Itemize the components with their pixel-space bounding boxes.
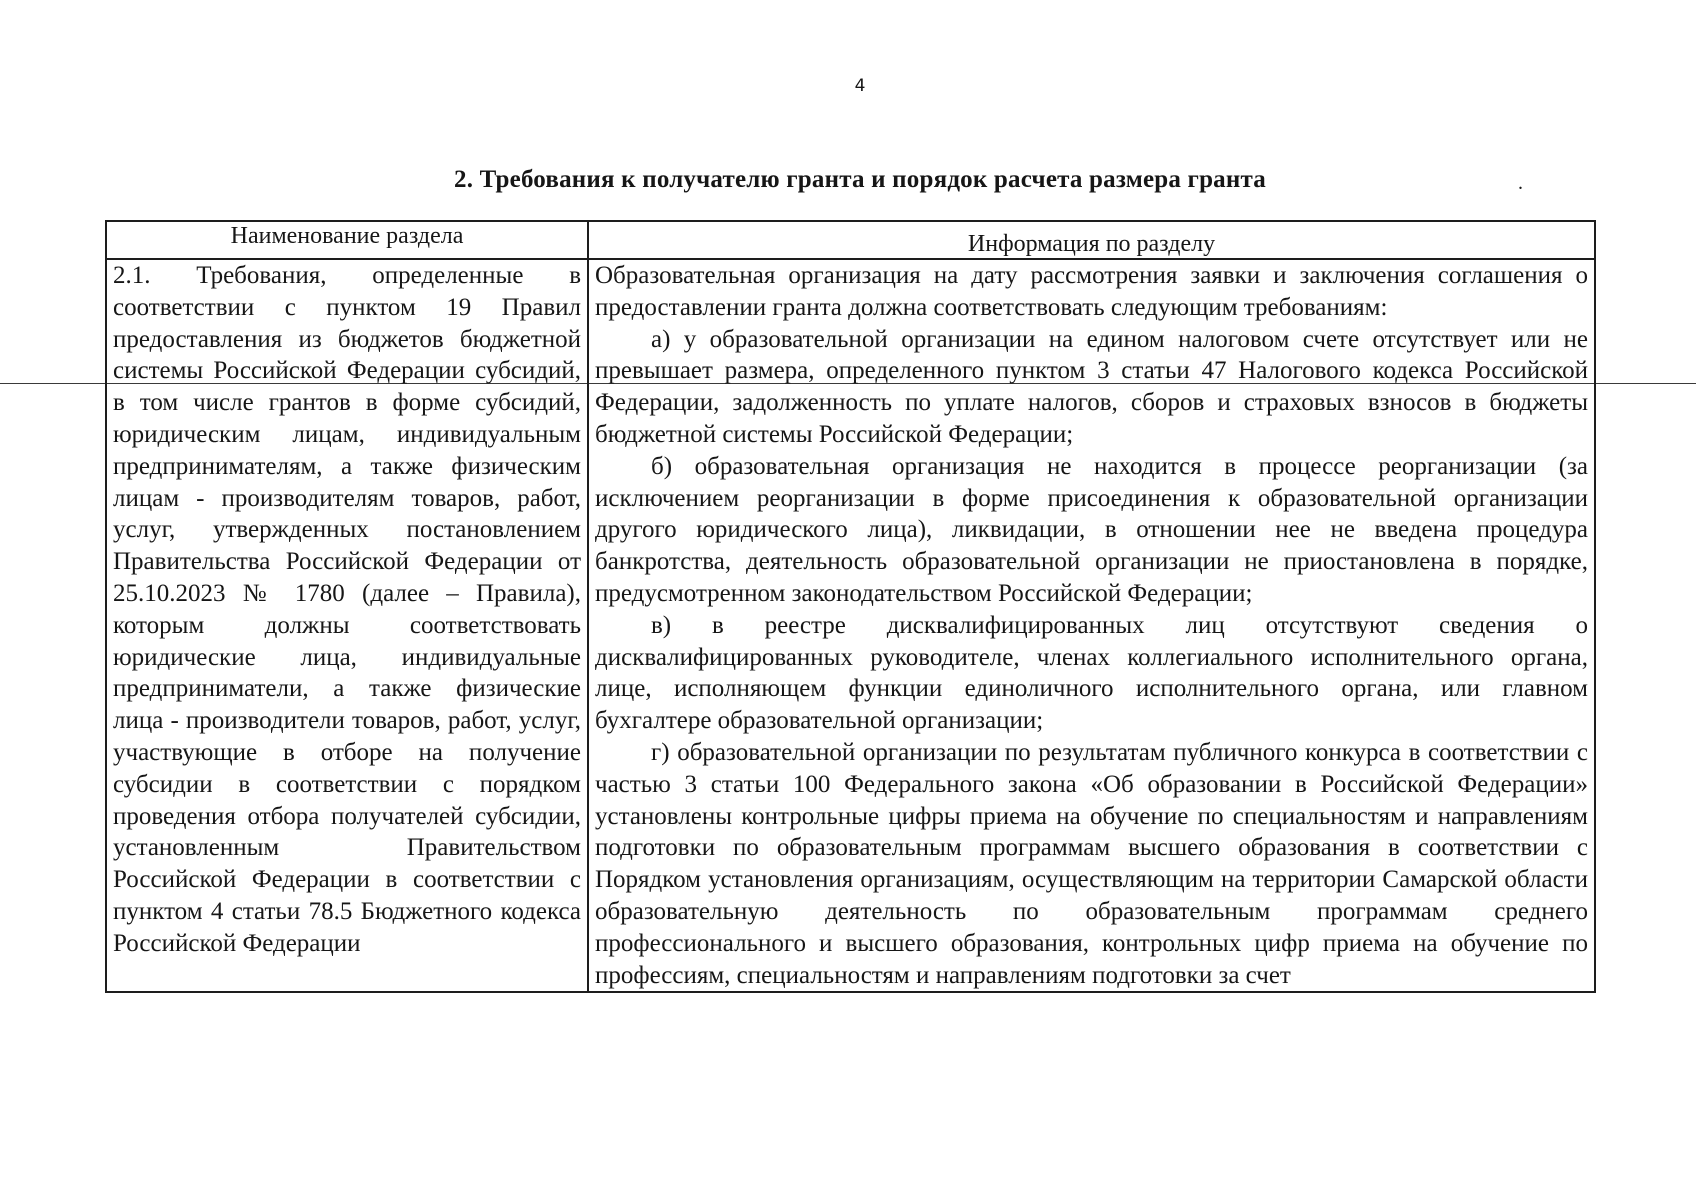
page-number: 4 — [854, 76, 866, 96]
header-section-info: Информация по разделу — [588, 221, 1595, 259]
info-intro-paragraph: Образовательная организация на дату рассмотрения заявки и заключения соглашения о предоставлении гранта должна соответствовать следующим требованиям: — [595, 262, 1588, 321]
requirement-item-b: б) образовательная организация не находится в процессе реорганизации (за исключением реорганизации в форме присоединения к образовательной организации другого юридического лица), ликвидации, в отношении нее не введена процедура банкротства, деятельность образовательной организации не приостановлена в порядке, предусмотренном законодательством Российской Федерации; — [595, 452, 1588, 607]
requirements-table — [105, 220, 1596, 993]
requirement-item-g: г) образовательной организации по результатам публичного конкурса в соответствии с частью 3 статьи 100 Федерального закона «Об образовании в Российской Федерации» установлены контрольные цифры приема на обучение по специальностям и направлениям подготовки по образовательным программам высшего образования в соответствии с Порядком установления организациям, осуществляющим на территории Самарской области образовательную деятельность по образовательным программам среднего профессионального и высшего образования, контрольных цифр приема на обучение по профессиям, специальностям и направлениям подготовки за счет — [595, 738, 1588, 989]
requirement-item-v: в) в реестре дисквалифицированных лиц отсутствуют сведения о дисквалифицированных руководителе, членах коллегиального исполнительного органа, лице, исполняющем функции единоличного исполнительного органа, или главном бухгалтере образовательной организации; — [595, 611, 1588, 735]
header-section-name: Наименование раздела — [106, 221, 588, 259]
section-info-cell — [588, 259, 1595, 992]
scan-speck: . — [1518, 172, 1523, 194]
requirement-item-a: а) у образовательной организации на едином налоговом счете отсутствует или не превышает размера, определенного пунктом 3 статьи 47 Налогового кодекса Российской Федерации, задолженность по уплате налогов, сборов и страховых взносов в бюджеты бюджетной системы Российской Федерации; — [595, 325, 1588, 448]
table-header-row — [106, 221, 1595, 259]
section-name-cell: 2.1. Требования, определенные в соответствии с пунктом 19 Правил предоставления из бюджетов бюджетной системы Российской Федерации субсидий, в том числе грантов в форме субсидий, юридическим лицам, индивидуальным предпринимателям, а также физическим лицам - производителям товаров, работ, услуг, утвержденных постановлением Правительства Российской Федерации от 25.10.2023 № 1780 (далее – Правила), которым должны соответствовать юридические лица, индивидуальные предприниматели, а также физические лица - производители товаров, работ, услуг, участвующие в отборе на получение субсидии в соответствии с порядком проведения отбора получателей субсидии, установленным Правительством Российской Федерации в соответствии с пунктом 4 статьи 78.5 Бюджетного кодекса Российской Федерации — [106, 259, 588, 992]
section-title: 2. Требования к получателю гранта и порядок расчета размера гранта — [454, 166, 1266, 193]
table-row — [106, 259, 1595, 992]
